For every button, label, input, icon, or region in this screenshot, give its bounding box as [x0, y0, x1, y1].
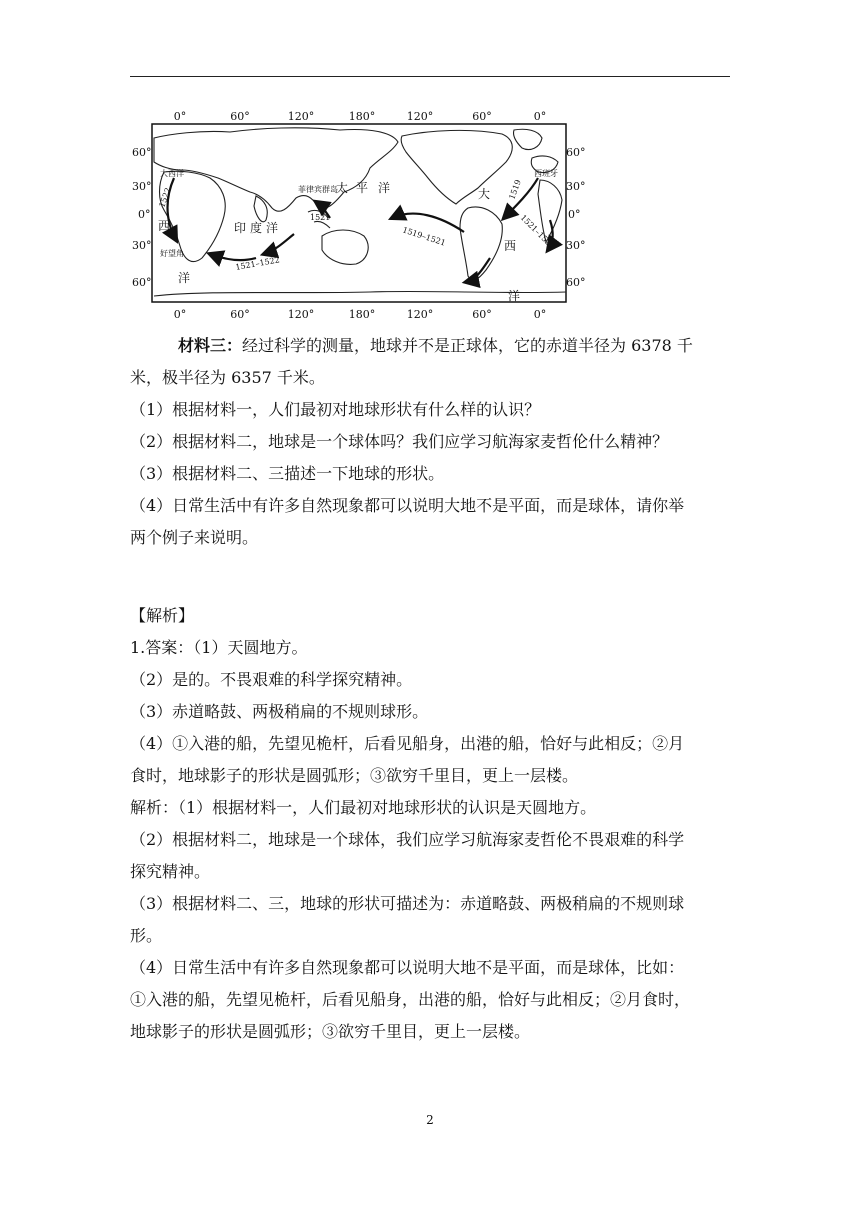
label-west-left: 西 — [158, 219, 171, 233]
map-frame — [152, 124, 566, 302]
label-indian-1: 印 — [234, 221, 247, 235]
label-good-hope: 好望角 — [160, 249, 184, 258]
right-lat-5: 60° — [566, 276, 586, 289]
bottom-lon-2: 60° — [230, 308, 250, 321]
bottom-lon-4: 180° — [348, 308, 376, 321]
year-1521-ph: 1521 — [310, 213, 331, 222]
year-1521-1522: 1521–1522 — [234, 255, 281, 272]
analysis-block — [130, 600, 730, 1048]
label-pacific-2: 平 — [356, 181, 369, 195]
label-atlantic-1: 大 — [478, 187, 491, 201]
top-lon-6: 60° — [472, 110, 492, 123]
question-1: （1）根据材料一，人们最初对地球形状有什么样的认识？ — [130, 400, 541, 419]
left-lat-2: 30° — [132, 180, 152, 193]
label-atlantic-2: 西 — [504, 239, 517, 253]
analysis-line: 食时，地球影子的形状是圆弧形；③欲穷千里目，更上一层楼。 — [130, 766, 579, 785]
material3-line1 — [130, 330, 730, 362]
analysis-line: ①入港的船，先望见桅杆，后看见船身，出港的船，恰好与此相反；②月食时， — [130, 990, 691, 1009]
bottom-lon-6: 60° — [472, 308, 492, 321]
label-pacific-1: 太 — [336, 181, 349, 195]
left-lat-3: 0° — [138, 208, 151, 221]
year-1521-1522-e: 1521–1522 — [518, 213, 557, 252]
right-lat-2: 30° — [566, 180, 586, 193]
analysis-line: 解析：（1）根据材料一，人们最初对地球形状的认识是天圆地方。 — [130, 798, 597, 817]
question-2: （2）根据材料二，地球是一个球体吗？我们应学习航海家麦哲伦什么精神？ — [130, 432, 669, 451]
analysis-line: （2）根据材料二，地球是一个球体，我们应学习航海家麦哲伦不畏艰难的科学 — [130, 830, 685, 849]
label-start-port: 大西洋 — [160, 169, 184, 178]
bottom-lon-3: 120° — [287, 308, 315, 321]
questions-block — [130, 394, 730, 554]
material3-text: 经过科学的测量，地球并不是正球体，它的赤道半径为 6378 千 — [242, 336, 693, 355]
analysis-heading: 【解析】 — [130, 606, 195, 625]
right-lat-3: 0° — [568, 208, 581, 221]
material3-label: 材料三： — [178, 336, 243, 355]
bottom-lon-5: 120° — [406, 308, 434, 321]
material3-block — [130, 330, 730, 394]
world-map-svg — [130, 108, 586, 324]
material3-line2: 米，极半径为 6357 千米。 — [130, 368, 325, 387]
analysis-line: 探究精神。 — [130, 862, 211, 881]
top-lon-1: 0° — [173, 110, 187, 123]
analysis-line: （3）根据材料二、三，地球的形状可描述为：赤道略鼓、两极稍扁的不规则球 — [130, 894, 685, 913]
route-good-hope — [210, 254, 256, 260]
top-lon-3: 120° — [287, 110, 315, 123]
question-3: （3）根据材料二、三描述一下地球的形状。 — [130, 464, 445, 483]
question-4: （4）日常生活中有许多自然现象都可以说明大地不是平面，而是球体，请你举 — [130, 496, 685, 515]
analysis-line: （4）日常生活中有许多自然现象都可以说明大地不是平面，而是球体，比如： — [130, 958, 685, 977]
label-ocean-left: 洋 — [178, 271, 191, 285]
year-1522-west: 1522 — [157, 186, 173, 209]
year-1519-1521: 1519–1521 — [401, 225, 447, 248]
top-lon-2: 60° — [230, 110, 250, 123]
analysis-line: 地球影子的形状是圆弧形；③欲穷千里目，更上一层楼。 — [130, 1022, 531, 1041]
analysis-line: 形。 — [130, 926, 163, 945]
right-lat-4: 30° — [566, 239, 586, 252]
analysis-line: （3）赤道略鼓、两极稍扁的不规则球形。 — [130, 702, 429, 721]
left-lat-4: 30° — [132, 239, 152, 252]
bottom-lon-7: 0° — [533, 308, 547, 321]
top-lon-5: 120° — [406, 110, 434, 123]
analysis-line: 1.答案：（1）天圆地方。 — [130, 638, 308, 657]
left-lat-1: 60° — [132, 146, 152, 159]
bottom-lon-1: 0° — [173, 308, 187, 321]
label-atlantic-3: 洋 — [508, 289, 521, 303]
top-lon-4: 180° — [348, 110, 376, 123]
label-indian-2: 度 — [250, 221, 263, 235]
left-lat-5: 60° — [132, 276, 152, 289]
label-philippines: 菲律宾群岛 — [298, 185, 338, 194]
magellan-route-map — [130, 108, 586, 324]
top-lon-7: 0° — [533, 110, 547, 123]
label-end-port: 西班牙 — [534, 169, 558, 178]
analysis-line: （2）是的。不畏艰难的科学探究精神。 — [130, 670, 413, 689]
route-indian-ocean — [264, 234, 294, 254]
analysis-line: （4）①入港的船，先望见桅杆，后看见船身，出港的船，恰好与此相反；②月 — [130, 734, 685, 753]
page-number: 2 — [426, 1113, 434, 1127]
right-lat-1: 60° — [566, 146, 586, 159]
header-rule — [130, 76, 730, 77]
label-pacific-3: 洋 — [378, 181, 391, 195]
question-4-cont: 两个例子来说明。 — [130, 528, 259, 547]
continents — [154, 128, 566, 296]
year-1519: 1519 — [507, 178, 523, 201]
label-indian-3: 洋 — [266, 221, 279, 235]
